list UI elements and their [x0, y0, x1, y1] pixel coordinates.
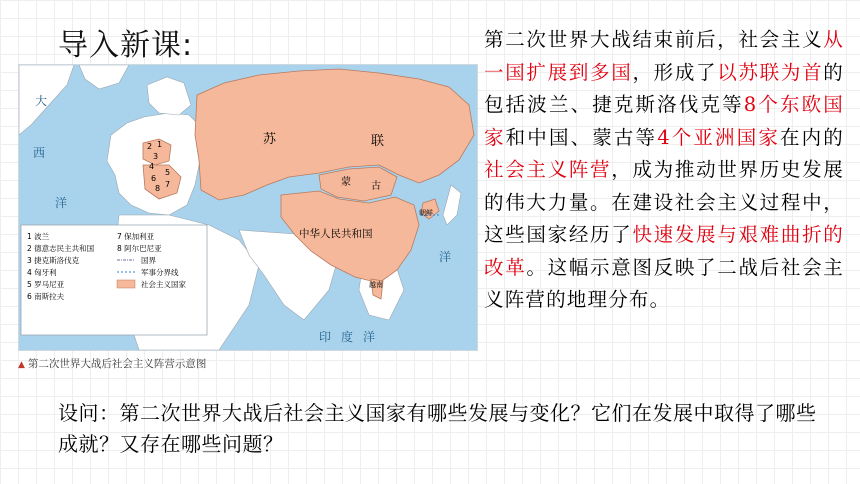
- intro-paragraph: [484, 24, 844, 317]
- text-seg-7: 和中国、蒙古等: [505, 125, 658, 149]
- label-indian-ocean: 印度洋: [319, 330, 386, 344]
- highlight-expansion: 从一国扩展到多国: [484, 28, 844, 84]
- legend-item-7: 7 保加利亚: [117, 232, 155, 241]
- socialist-camp-map: [18, 64, 478, 351]
- map-caption-text: 第二次世界大战后社会主义阵营示意图: [27, 358, 207, 370]
- text-seg-13: 。这幅示意图反映了二战后社会主义阵营的地理分布。: [484, 255, 844, 311]
- label-lian: 联: [371, 134, 385, 149]
- highlight-reform: 快速发展与艰难曲折的改革: [484, 223, 844, 279]
- text-seg-11: ，成为推动世界历史发展的伟大力量。在建设社会主义过程中，这些国家经历了: [484, 158, 845, 246]
- label-korea: 朝鲜: [419, 209, 433, 217]
- text-seg-9: 在内的: [780, 125, 844, 149]
- label-n6: 6: [151, 174, 157, 183]
- label-n8: 8: [155, 184, 161, 193]
- text-seg-5: 的包括波兰、捷克斯洛伐克等: [484, 60, 844, 116]
- label-mongolia-1: 蒙: [341, 177, 351, 188]
- legend-item-4: 4 匈牙利: [27, 268, 57, 277]
- label-n7: 7: [165, 180, 171, 189]
- legend-item-2: 2 德意志民主共和国: [27, 244, 95, 253]
- map-legend: [21, 225, 207, 335]
- label-ocean-xi: 西: [33, 146, 46, 160]
- label-n2: 2: [147, 142, 153, 151]
- text-seg-3: ，形成了: [632, 60, 718, 84]
- label-vietnam: 越南: [369, 281, 383, 289]
- label-n4: 4: [149, 162, 155, 171]
- label-ocean-yang-left: 洋: [55, 196, 68, 210]
- label-china: 中华人民共和国: [299, 228, 373, 240]
- label-su: 苏: [263, 132, 277, 147]
- label-ocean-yang-right: 洋: [439, 250, 452, 264]
- label-n1: 1: [157, 140, 163, 149]
- highlight-four-asian: 4个亚洲国家: [657, 125, 780, 149]
- legend-item-6: 6 南斯拉夫: [27, 292, 65, 301]
- socialist-swatch-icon: [117, 280, 135, 288]
- text-seg-1: 第二次世界大战结束前后，社会主义: [484, 28, 824, 51]
- slide-title: 导入新课:: [58, 28, 194, 63]
- legend-demarcation: 军事分界线: [141, 268, 179, 277]
- legend-item-8: 8 阿尔巴尼亚: [117, 244, 162, 253]
- triangle-icon: ▲: [18, 360, 25, 370]
- label-n3: 3: [153, 152, 159, 161]
- legend-item-3: 3 捷克斯洛伐克: [27, 256, 80, 265]
- legend-item-1: 1 波兰: [27, 232, 50, 241]
- highlight-soviet-led: 以苏联为首: [717, 60, 824, 84]
- legend-border: 国界: [141, 256, 156, 265]
- question-text: 设问：第二次世界大战后社会主义国家有哪些发展与变化？它们在发展中取得了哪些成就？又存在哪些问题？: [58, 401, 817, 456]
- map-caption: [18, 356, 206, 371]
- label-mongolia-2: 古: [371, 181, 381, 192]
- highlight-socialist-camp: 社会主义阵营: [484, 158, 612, 181]
- map-svg: [19, 65, 477, 350]
- highlight-eight-eastern-european: 8个东欧国家: [484, 93, 844, 149]
- label-ocean-da: 大: [35, 94, 48, 108]
- legend-item-5: 5 罗马尼亚: [27, 280, 65, 289]
- legend-socialist: 社会主义国家: [141, 280, 186, 289]
- label-n5: 5: [165, 168, 171, 177]
